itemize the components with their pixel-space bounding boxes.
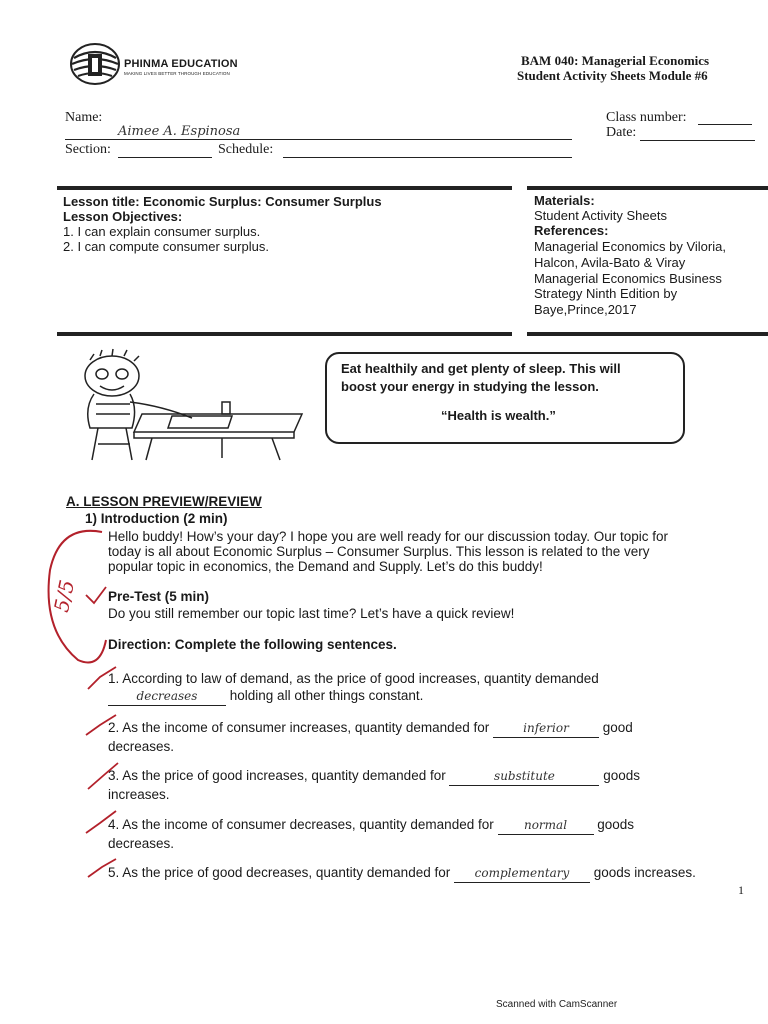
intro-line-2: today is all about Economic Surplus – Consumer Surplus. This lesson is related to the very <box>108 544 650 559</box>
question-4 <box>108 816 708 852</box>
introduction-title: 1) Introduction (2 min) <box>85 511 228 526</box>
schedule-label: Schedule: <box>218 142 274 157</box>
materials-label: Materials: <box>534 193 595 208</box>
question-2-tail: good <box>602 720 633 735</box>
question-3-answer-blank <box>449 767 599 786</box>
question-2-answer-blank <box>493 719 599 738</box>
intro-line-3: popular topic in economics, the Demand and Supply. Let’s do this buddy! <box>108 559 543 574</box>
tip-line-1: Eat healthily and get plenty of sleep. This will <box>341 361 621 376</box>
lesson-top-rule <box>57 186 512 190</box>
lesson-title: Lesson title: Economic Surplus: Consumer Surplus <box>63 194 382 209</box>
materials-bottom-rule <box>527 332 768 336</box>
lesson-bottom-rule <box>57 332 512 336</box>
tip-quote: “Health is wealth.” <box>441 408 556 423</box>
question-1 <box>108 670 668 706</box>
module-title: Student Activity Sheets Module #6 <box>517 68 708 83</box>
materials-top-rule <box>527 186 768 190</box>
brand-tagline: MAKING LIVES BETTER THROUGH EDUCATION <box>124 71 230 76</box>
date-label: Date: <box>606 125 637 140</box>
reference-line-4: Strategy Ninth Edition by <box>534 286 678 301</box>
phinma-logo <box>68 42 122 86</box>
name-line <box>65 139 572 140</box>
scanner-footer: Scanned with CamScanner <box>496 999 618 1010</box>
page-number: 1 <box>738 883 744 897</box>
lesson-objectives-label: Lesson Objectives: <box>63 209 183 224</box>
date-line <box>640 140 755 141</box>
name-value: Aimee A. Espinosa <box>118 124 241 139</box>
question-2-answer: inferior <box>523 721 569 735</box>
red-pen-score: 5/5 <box>49 577 80 615</box>
section-a-heading <box>66 494 262 509</box>
question-5 <box>108 864 748 883</box>
question-5-answer-blank <box>454 864 590 883</box>
schedule-line <box>283 157 572 158</box>
reference-line-5: Baye,Prince,2017 <box>534 302 637 317</box>
question-2-text: 2. As the income of consumer increases, quantity demanded for <box>108 720 490 735</box>
references-label: References: <box>534 223 609 238</box>
pretest-text: Do you still remember our topic last time? Let’s have a quick review! <box>108 606 515 621</box>
name-label: Name: <box>65 110 103 125</box>
reference-line-3: Managerial Economics Business <box>534 271 722 286</box>
question-4-continuation: decreases. <box>108 836 175 851</box>
health-tip-box <box>325 352 685 444</box>
question-3-text: 3. As the price of good increases, quantity demanded for <box>108 768 446 783</box>
pretest-title: Pre-Test (5 min) <box>108 589 210 604</box>
section-line <box>118 157 212 158</box>
question-4-answer-blank <box>498 816 594 835</box>
question-3-answer: substitute <box>494 769 555 783</box>
brand-name: PHINMA EDUCATION <box>124 58 238 70</box>
question-4-answer: normal <box>523 818 568 832</box>
direction-text: Direction: Complete the following sentences. <box>108 637 397 652</box>
question-3 <box>108 767 708 803</box>
materials-item: Student Activity Sheets <box>534 208 667 223</box>
question-1-text: 1. According to law of demand, as the price of good increases, quantity demanded <box>108 671 599 686</box>
section-a-heading-text: A. LESSON PREVIEW/REVIEW <box>66 494 262 509</box>
question-5-text: 5. As the price of good decreases, quantity demanded for <box>108 865 451 880</box>
student-at-desk-illustration <box>72 348 312 466</box>
question-5-answer: complementary <box>474 866 570 880</box>
question-4-tail: goods <box>597 817 635 832</box>
question-1-answer: decreases <box>136 689 198 703</box>
tip-line-2: boost your energy in studying the lesson. <box>341 379 599 394</box>
question-5-tail: goods increases. <box>593 865 696 880</box>
objective-2: 2. I can compute consumer surplus. <box>63 239 269 254</box>
reference-line-1: Managerial Economics by Viloria, <box>534 239 726 254</box>
section-label: Section: <box>65 142 111 157</box>
question-2 <box>108 719 708 755</box>
objective-1: 1. I can explain consumer surplus. <box>63 224 261 239</box>
course-title: BAM 040: Managerial Economics <box>521 53 710 68</box>
class-number-label: Class number: <box>606 110 687 125</box>
question-2-continuation: decreases. <box>108 739 175 754</box>
reference-line-2: Halcon, Avila-Bato & Viray <box>534 255 686 270</box>
class-number-line <box>698 124 752 125</box>
question-3-continuation: increases. <box>108 787 170 802</box>
red-check-marks <box>80 585 160 885</box>
question-1-tail: holding all other things constant. <box>229 688 424 703</box>
question-3-tail: goods <box>603 768 641 783</box>
intro-line-1: Hello buddy! How’s your day? I hope you are well ready for our discussion today. Our topic for <box>108 529 669 544</box>
question-4-text: 4. As the income of consumer decreases, quantity demanded for <box>108 817 494 832</box>
